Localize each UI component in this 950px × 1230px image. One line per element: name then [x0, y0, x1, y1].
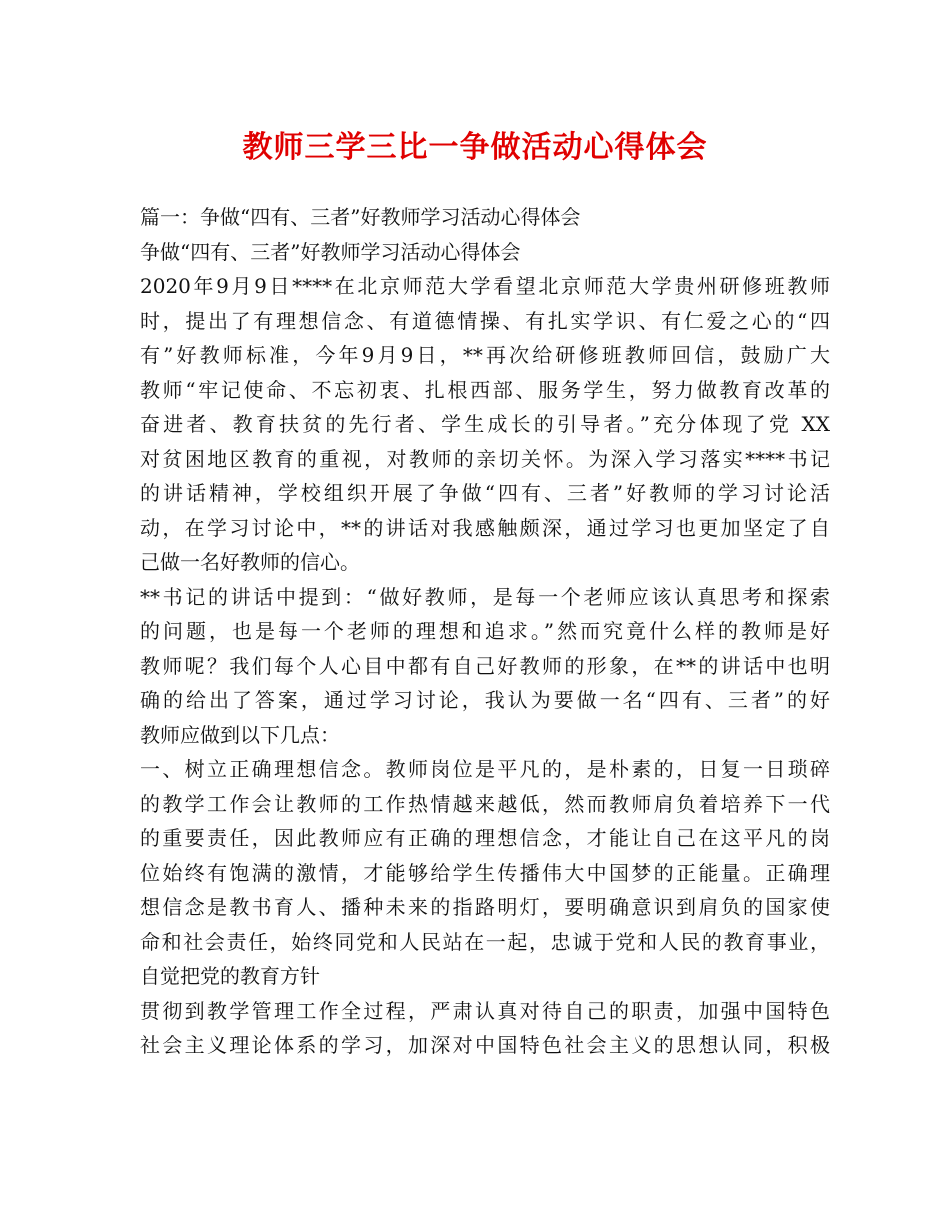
text-line: 争做“四有、三者”好教师学习活动心得体会: [140, 239, 521, 264]
text-line: 社会主义理论体系的学习，加深对中国特色社会主义的思想认同，积极: [140, 1033, 830, 1057]
document-title: 教师三学三比一争做活动心得体会: [242, 130, 708, 165]
text-line: 的问题，也是每一个老师的理想和追求。”然而究竟什么样的教师是好: [140, 619, 830, 643]
text-line: 篇一：争做“四有、三者”好教师学习活动心得体会: [140, 205, 581, 229]
text-line: 的重要责任，因此教师应有正确的理想信念，才能让自己在这平凡的岗: [140, 826, 830, 850]
text-line: **书记的讲话中提到：“做好教师，是每一个老师应该认真思考和探索: [140, 584, 830, 609]
text-line: 2020年9月9日****在北京师范大学看望北京师范大学贵州研修班教师: [140, 274, 830, 298]
text-line: 有”好教师标准，今年9月9日，**再次给研修班教师回信，鼓励广大: [140, 343, 830, 367]
text-line: 教师呢？我们每个人心目中都有自己好教师的形象，在**的讲话中也明: [140, 653, 830, 678]
text-line: 动，在学习讨论中，**的讲话对我感触颇深，通过学习也更加坚定了自: [140, 515, 830, 540]
text-line: 对贫困地区教育的重视，对教师的亲切关怀。为深入学习落实****书记: [140, 446, 830, 471]
text-line: 己做一名好教师的信心。: [140, 550, 360, 574]
document-body: [140, 200, 830, 1063]
text-line: 贯彻到教学管理工作全过程，严肃认真对待自己的职责，加强中国特色: [140, 998, 830, 1023]
text-line: 奋进者、教育扶贫的先行者、学生成长的引导者。”充分体现了党 XX: [140, 412, 830, 436]
text-line: 自觉把党的教育方针: [140, 964, 320, 988]
text-line: 命和社会责任，始终同党和人民站在一起，忠诚于党和人民的教育事业，: [140, 929, 830, 954]
text-line: 位始终有饱满的激情，才能够给学生传播伟大中国梦的正能量。正确理: [140, 860, 830, 885]
text-line: 的教学工作会让教师的工作热情越来越低，然而教师肩负着培养下一代: [140, 791, 830, 816]
text-line: 确的给出了答案，通过学习讨论，我认为要做一名“四有、三者”的好: [140, 688, 830, 712]
text-line: 想信念是教书育人、播种未来的指路明灯，要明确意识到肩负的国家使: [140, 895, 830, 919]
text-line: 时，提出了有理想信念、有道德情操、有扎实学识、有仁爱之心的“四: [140, 308, 830, 333]
text-line: 一、树立正确理想信念。教师岗位是平凡的，是朴素的，日复一日琐碎: [140, 757, 830, 781]
text-line: 教师应做到以下几点：: [140, 722, 340, 747]
text-line: 的讲话精神，学校组织开展了争做“四有、三者”好教师的学习讨论活: [140, 481, 830, 505]
text-line: 教师“牢记使命、不忘初衷、扎根西部、服务学生，努力做教育改革的: [140, 377, 830, 402]
